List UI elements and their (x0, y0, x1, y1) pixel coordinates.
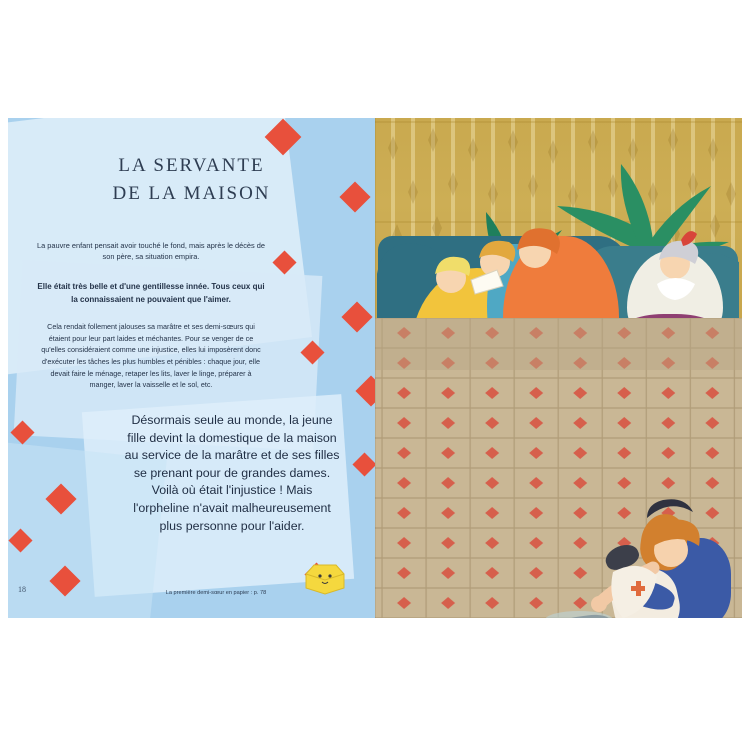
page-title (8, 152, 375, 207)
page-number: 18 (18, 585, 26, 594)
origami-crown-icon (302, 562, 348, 596)
figure-caption: La première demi-sœur en papier : p. 78 (165, 590, 267, 596)
paragraph-3: Cela rendait follement jalouses sa marâtre et ses demi-sœurs qui étaient pour leur part laides et méchantes. Pour se venger de ce qu'elles considéraient comme une injustice, elles lui imposèrent donc d'exécuter les tâches les plus humbles et pénibles : chaque jour, elle devait faire le ménage, retaper les lits, laver le linge, préparer à manger, laver la vaisselle et le sol, etc. (41, 322, 261, 390)
paragraph-1: La pauvre enfant pensait avoir touché le fond, mais après le décès de son père, sa situation empira. (36, 241, 266, 262)
paragraph-2-bold: Elle était très belle et d'une gentillesse innée. Tous ceux qui la connaissaient ne pouvaient que l'aimer. (37, 282, 265, 304)
paragraph-4-highlight: Désormais seule au monde, la jeune fille devint la domestique de la maison au service de la marâtre et de ses filles se prenant pour de grandes dames. Voilà où était l'injustice ! Mais l'orpheline n'avait malheureusement plus personne pour l'aider. (124, 413, 340, 533)
page-title-line-2: DE LA MAISON (112, 182, 271, 204)
page-gutter-shadow (375, 118, 376, 618)
page-title-line-1: LA SERVANTE (118, 155, 265, 176)
book-spread (8, 118, 742, 618)
right-page-illustration (375, 118, 742, 618)
left-page (8, 118, 375, 618)
cinderella-detail (535, 498, 742, 618)
